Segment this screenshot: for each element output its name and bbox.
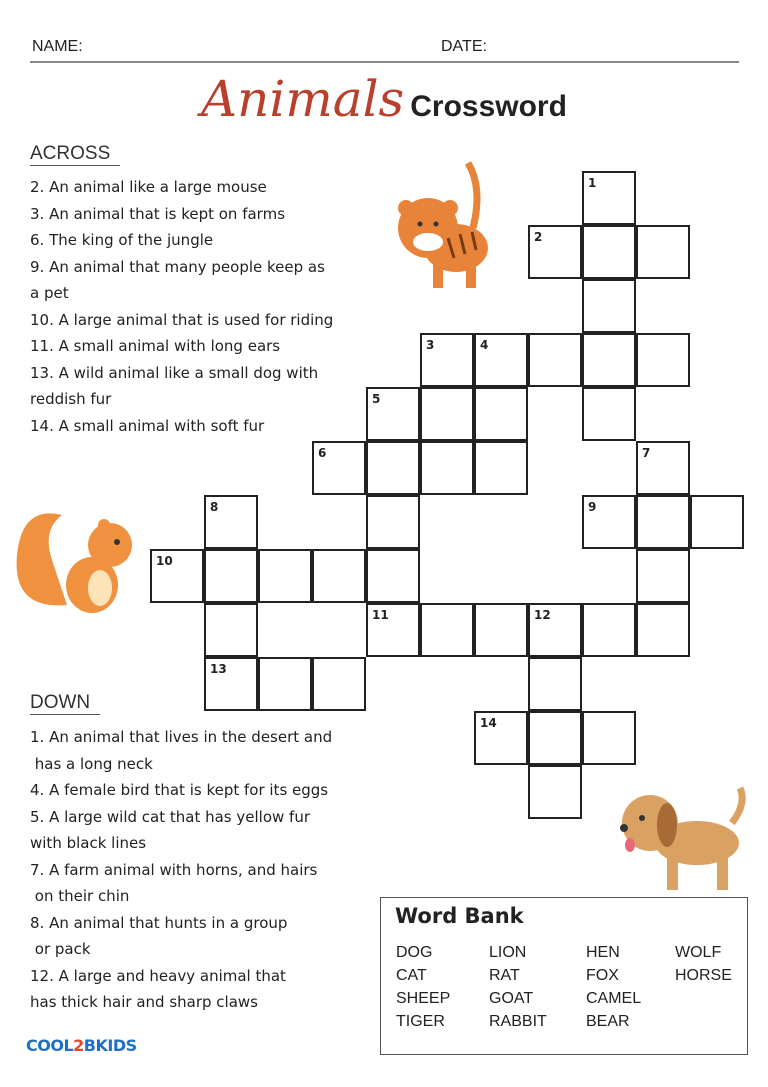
crossword-cell[interactable] bbox=[636, 603, 690, 657]
crossword-cell[interactable] bbox=[636, 495, 690, 549]
word-bank-item: WOLF bbox=[675, 944, 722, 961]
word-bank-item: FOX bbox=[586, 967, 619, 984]
dog-illustration bbox=[612, 783, 752, 895]
crossword-cell[interactable] bbox=[474, 387, 528, 441]
crossword-cell[interactable] bbox=[366, 441, 420, 495]
word-bank-item: BEAR bbox=[586, 1013, 630, 1030]
clue-number: 7 bbox=[642, 446, 651, 460]
crossword-cell[interactable] bbox=[582, 333, 636, 387]
crossword-cell[interactable] bbox=[366, 495, 420, 549]
clue-number: 5 bbox=[372, 392, 381, 406]
crossword-cell[interactable] bbox=[204, 495, 258, 549]
crossword-cell[interactable] bbox=[474, 333, 528, 387]
name-label: NAME: bbox=[32, 38, 83, 55]
crossword-cell[interactable] bbox=[366, 387, 420, 441]
clue-number: 3 bbox=[426, 338, 435, 352]
crossword-cell[interactable] bbox=[474, 603, 528, 657]
word-bank-item: SHEEP bbox=[396, 990, 451, 1007]
across-clue: 2. An animal like a large mouse bbox=[30, 178, 267, 196]
title-crossword: Crossword bbox=[410, 90, 567, 123]
across-clue: reddish fur bbox=[30, 390, 112, 408]
clue-number: 6 bbox=[318, 446, 327, 460]
crossword-cell[interactable] bbox=[636, 225, 690, 279]
across-clue: 11. A small animal with long ears bbox=[30, 337, 281, 355]
header-divider bbox=[30, 61, 739, 63]
down-clue: has a long neck bbox=[30, 754, 153, 773]
clue-number: 12 bbox=[534, 608, 551, 622]
page-title bbox=[0, 70, 768, 128]
crossword-cell[interactable] bbox=[312, 657, 366, 711]
crossword-cell[interactable] bbox=[582, 171, 636, 225]
word-bank-item: RABBIT bbox=[489, 1013, 547, 1030]
across-clue: 9. An animal that many people keep as bbox=[30, 257, 325, 276]
crossword-cell[interactable] bbox=[366, 549, 420, 603]
down-clue: 5. A large wild cat that has yellow fur bbox=[30, 807, 310, 826]
clue-number: 8 bbox=[210, 500, 219, 514]
across-clue: 10. A large animal that is used for riding bbox=[30, 310, 334, 329]
clue-number: 13 bbox=[210, 662, 227, 676]
word-bank-item: TIGER bbox=[396, 1013, 445, 1030]
down-clue: or pack bbox=[30, 940, 91, 958]
crossword-cell[interactable] bbox=[420, 387, 474, 441]
across-clue: 6. The king of the jungle bbox=[30, 231, 214, 249]
across-clue: 3. An animal that is kept on farms bbox=[30, 204, 286, 223]
down-clue: 7. A farm animal with horns, and hairs bbox=[30, 860, 318, 879]
word-bank-item: HORSE bbox=[675, 967, 732, 984]
crossword-cell[interactable] bbox=[528, 603, 582, 657]
word-bank-list bbox=[396, 944, 755, 1031]
word-bank-item: GOAT bbox=[489, 990, 534, 1007]
crossword-cell[interactable] bbox=[636, 333, 690, 387]
crossword-cell[interactable] bbox=[204, 657, 258, 711]
crossword-cell[interactable] bbox=[582, 495, 636, 549]
clue-number: 11 bbox=[372, 608, 389, 622]
down-clue: 8. An animal that hunts in a group bbox=[30, 913, 288, 932]
down-clue: 4. A female bird that is kept for its eggs bbox=[30, 781, 329, 799]
crossword-cell[interactable] bbox=[420, 333, 474, 387]
down-clue: 12. A large and heavy animal that bbox=[30, 966, 286, 985]
across-heading: ACROSS bbox=[30, 143, 120, 166]
squirrel-illustration bbox=[12, 500, 142, 618]
crossword-cell[interactable] bbox=[528, 333, 582, 387]
word-bank-item: HEN bbox=[586, 944, 620, 961]
word-bank-title: Word Bank bbox=[395, 904, 524, 928]
down-clue: with black lines bbox=[30, 834, 147, 852]
clue-number: 2 bbox=[534, 230, 543, 244]
crossword-cell[interactable] bbox=[690, 495, 744, 549]
crossword-cell[interactable] bbox=[366, 603, 420, 657]
crossword-cell[interactable] bbox=[528, 225, 582, 279]
crossword-cell[interactable] bbox=[582, 279, 636, 333]
cool2bkids-logo: COOL2BKIDS bbox=[26, 1036, 137, 1055]
crossword-cell[interactable] bbox=[312, 441, 366, 495]
crossword-cell[interactable] bbox=[474, 441, 528, 495]
crossword-cell[interactable] bbox=[474, 711, 528, 765]
down-clue: 1. An animal that lives in the desert and bbox=[30, 728, 333, 746]
clue-number: 10 bbox=[156, 554, 173, 568]
crossword-cell[interactable] bbox=[582, 387, 636, 441]
word-bank-item: LION bbox=[489, 944, 527, 961]
crossword-cell[interactable] bbox=[582, 603, 636, 657]
word-bank-item: CAMEL bbox=[586, 990, 642, 1007]
down-clue: has thick hair and sharp claws bbox=[30, 993, 258, 1011]
across-clue: a pet bbox=[30, 284, 69, 302]
clue-number: 4 bbox=[480, 338, 489, 352]
crossword-cell[interactable] bbox=[420, 603, 474, 657]
crossword-cell[interactable] bbox=[528, 711, 582, 765]
title-animals: Animals bbox=[201, 70, 405, 128]
word-bank-item bbox=[675, 990, 755, 1008]
crossword-cell[interactable] bbox=[258, 657, 312, 711]
across-clues bbox=[30, 174, 333, 439]
crossword-cell[interactable] bbox=[582, 711, 636, 765]
crossword-cell[interactable] bbox=[420, 441, 474, 495]
crossword-cell[interactable] bbox=[528, 765, 582, 819]
word-bank-item: RAT bbox=[489, 967, 520, 984]
down-heading: DOWN bbox=[30, 692, 100, 715]
clue-number: 9 bbox=[588, 500, 597, 514]
clue-number: 14 bbox=[480, 716, 497, 730]
crossword-cell[interactable] bbox=[582, 225, 636, 279]
date-label: DATE: bbox=[441, 38, 487, 55]
crossword-cell[interactable] bbox=[312, 549, 366, 603]
clue-number: 1 bbox=[588, 176, 597, 190]
crossword-cell[interactable] bbox=[636, 549, 690, 603]
across-clue: 14. A small animal with soft fur bbox=[30, 416, 265, 435]
down-clue: on their chin bbox=[30, 887, 130, 905]
crossword-cell[interactable] bbox=[150, 549, 204, 603]
crossword-cell[interactable] bbox=[204, 549, 258, 603]
crossword-cell[interactable] bbox=[204, 603, 258, 657]
crossword-cell[interactable] bbox=[258, 549, 312, 603]
tiger-illustration bbox=[388, 158, 503, 293]
word-bank bbox=[380, 897, 748, 1055]
down-clues bbox=[30, 724, 332, 1016]
word-bank-item bbox=[675, 1013, 755, 1031]
word-bank-item: DOG bbox=[396, 944, 433, 961]
crossword-cell[interactable] bbox=[528, 657, 582, 711]
across-clue: 13. A wild animal like a small dog with bbox=[30, 363, 319, 382]
crossword-cell[interactable] bbox=[636, 441, 690, 495]
word-bank-item: CAT bbox=[396, 967, 427, 984]
